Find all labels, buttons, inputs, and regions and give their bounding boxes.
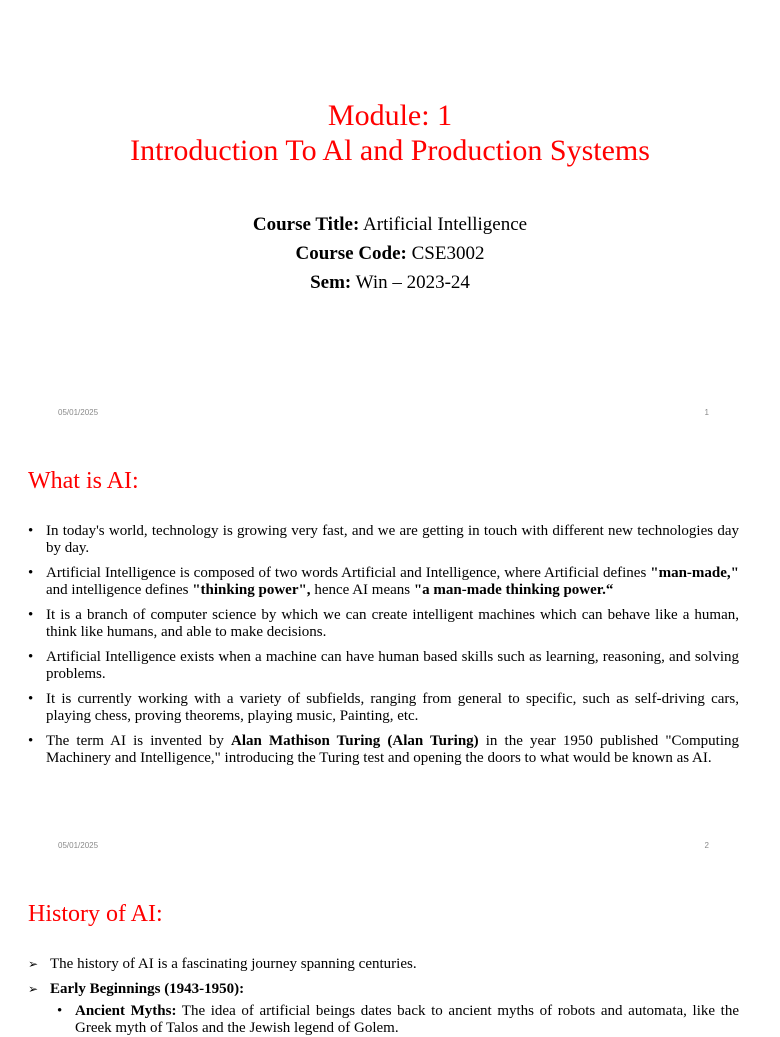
bold-text: "a man-made thinking power.“ bbox=[413, 582, 614, 598]
bullet-text: In today's world, technology is growing very fast, and we are getting in touch with different new technologies day by day. bbox=[46, 523, 739, 556]
bullet-text: The term AI is invented by bbox=[46, 733, 232, 749]
semester-value: Win – 2023-24 bbox=[351, 272, 470, 293]
bold-text: "man-made," bbox=[650, 565, 739, 581]
list-item bbox=[28, 691, 739, 725]
semester-label: Sem: bbox=[310, 272, 352, 293]
course-title-line bbox=[0, 213, 780, 237]
bullet-icon: • bbox=[28, 523, 34, 539]
course-code-label: Course Code: bbox=[295, 243, 407, 264]
course-code-value: CSE3002 bbox=[406, 243, 485, 264]
course-title-value: Artificial Intelligence bbox=[359, 214, 528, 235]
bullet-list bbox=[28, 523, 739, 775]
bullet-icon: • bbox=[28, 565, 34, 581]
list-item bbox=[28, 981, 739, 998]
bullet-text: Artificial Intelligence exists when a machine can have human based skills such as learning, reasoning, and solving problems. bbox=[46, 649, 739, 682]
list-item bbox=[28, 523, 739, 557]
bold-text: Alan Mathison Turing (Alan Turing) bbox=[231, 733, 479, 749]
list-item bbox=[47, 1003, 739, 1037]
slide-number: 1 bbox=[704, 408, 709, 417]
slide-heading: History of AI: bbox=[28, 901, 163, 927]
arrow-list bbox=[28, 956, 739, 1006]
bullet-text: hence AI means bbox=[310, 582, 414, 598]
slide-1 bbox=[0, 0, 768, 433]
bullet-text: It is a branch of computer science by which we can create intelligent machines which can behave like a human, think like humans, and able to make decisions. bbox=[46, 607, 739, 640]
bullet-icon: • bbox=[28, 649, 34, 665]
module-subtitle: Introduction To Al and Production Systems bbox=[130, 134, 650, 167]
slide-2 bbox=[0, 433, 768, 866]
slide-number: 2 bbox=[704, 841, 709, 850]
list-item bbox=[28, 956, 739, 973]
bullet-icon: • bbox=[28, 733, 34, 749]
bold-text: Ancient Myths: bbox=[75, 1003, 177, 1019]
bullet-text: The idea of artificial beings dates back to ancient myths of robots and automata, like the Greek myth of Talos and the Jewish legend of Golem. bbox=[75, 1003, 739, 1036]
bullet-text: and intelligence defines bbox=[46, 582, 193, 598]
sub-bullet-list bbox=[47, 1003, 739, 1037]
bullet-text: Artificial Intelligence is composed of two words Artificial and Intelligence, where Artificial defines bbox=[46, 565, 651, 581]
slide-heading: What is AI: bbox=[28, 468, 139, 494]
bullet-text: in the year 1950 published "Computing Machinery and Intelligence," introducing the Turing test and opening the doors to what would be known as AI. bbox=[46, 733, 739, 766]
bullet-text: It is currently working with a variety of subfields, ranging from general to specific, such as self-driving cars, playing chess, proving theorems, playing music, Painting, etc. bbox=[46, 691, 739, 724]
course-code-line bbox=[0, 242, 780, 266]
bold-text: "thinking power", bbox=[192, 582, 311, 598]
list-item bbox=[28, 565, 739, 599]
bullet-icon: • bbox=[28, 691, 34, 707]
bullet-text: The history of AI is a fascinating journey spanning centuries. bbox=[50, 956, 417, 972]
slide-3 bbox=[0, 866, 768, 1036]
course-title-label: Course Title: bbox=[252, 214, 360, 235]
list-item bbox=[28, 649, 739, 683]
slide-date: 05/01/2025 bbox=[58, 841, 99, 850]
list-item bbox=[28, 733, 739, 767]
semester-line bbox=[0, 271, 780, 295]
arrow-bullet-icon: ➢ bbox=[28, 957, 39, 971]
bullet-icon: • bbox=[28, 607, 34, 623]
bullet-icon: • bbox=[57, 1003, 63, 1019]
arrow-bullet-icon: ➢ bbox=[28, 982, 39, 996]
bold-text: Early Beginnings (1943-1950): bbox=[50, 981, 245, 997]
list-item bbox=[28, 607, 739, 641]
slide-date: 05/01/2025 bbox=[58, 408, 99, 417]
module-title: Module: 1 bbox=[327, 99, 453, 132]
